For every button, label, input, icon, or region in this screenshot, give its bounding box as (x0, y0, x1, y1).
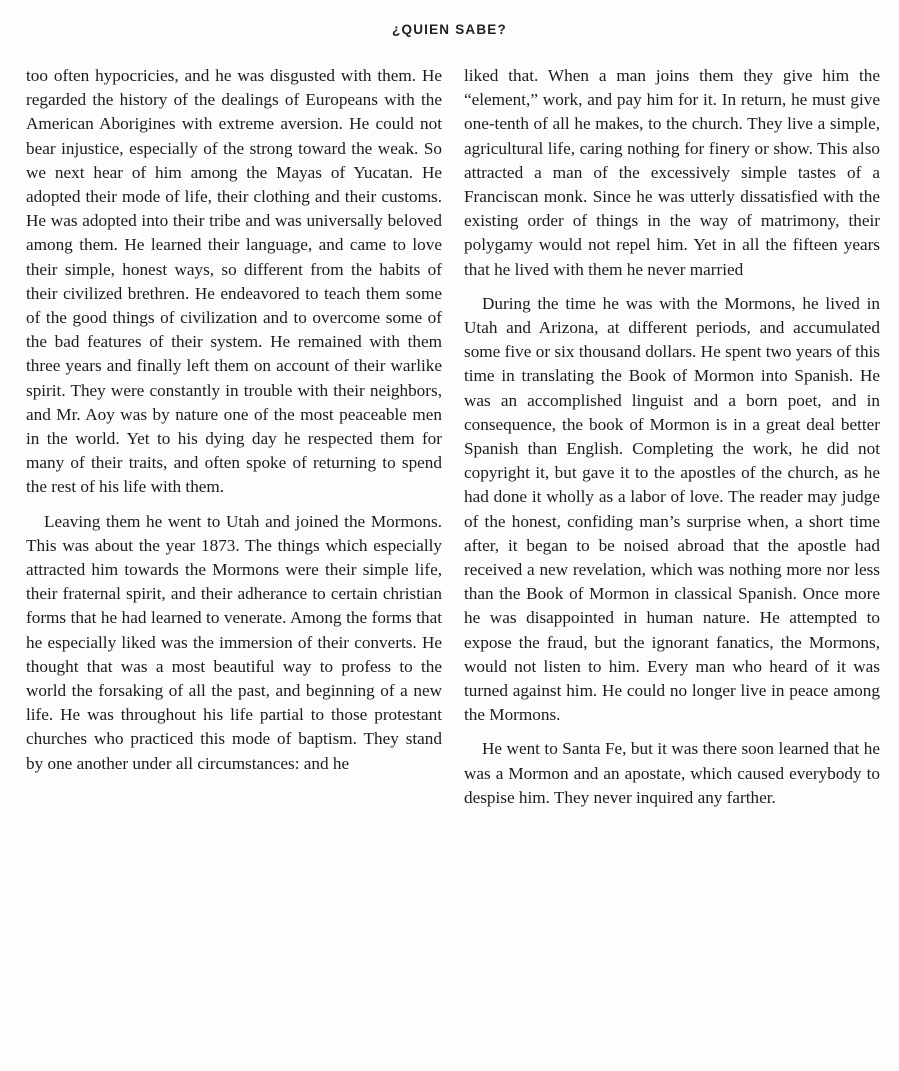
running-header: ¿QUIEN SABE? (392, 22, 507, 37)
right-paragraph-3: He went to Santa Fe, but it was there soon learned that he was a Mormon and an apostate, which caused everybody to despise him. They never inquired any farther. (464, 739, 880, 807)
left-paragraph-1: too often hypocricies, and he was disgusted with them. He regarded the history of the dealings of Europeans with the American Aborigines with extreme aversion. He could not bear injustice, especially of the strong toward the weak. So we next hear of him among the Mayas of Yucatan. He adopted their mode of life, their clothing and their customs. He was adopted into their tribe and was universally beloved among them. He learned their language, and came to love their simple, honest ways, so different from the habits of their civilized brethren. He endeavored to teach them some of the good things of civilization and to overcome some of the bad features of their system. He remained with them three years and finally left them on account of their warlike spirit. They were constantly in trouble with their neighbors, and Mr. Aoy was by nature one of the most peaceable men in the world. Yet to his dying day he respected them for many of their traits, and often spoke of returning to spend the rest of his life with them. (26, 66, 442, 497)
right-paragraph-1: liked that. When a man joins them they give him the “element,” work, and pay him for it. In return, he must give one-tenth of all he makes, to the church. They live a simple, agricultural life, caring nothing for finery or show. This also attracted a man of the excessively simple tastes of a Franciscan monk. Since he was utterly dissatisfied with the existing order of things in the way of matrimony, their polygamy would not repel him. Yet in all the fifteen years that he lived with them he never married (464, 66, 880, 279)
left-paragraph-2: Leaving them he went to Utah and joined the Mormons. This was about the year 1873. The things which especially attracted him towards the Mormons were their simple life, their fraternal spirit, and their adherance to certain christian forms that he had learned to venerate. Among the forms that he especially liked was the immersion of their converts. He thought that was a most beautiful way to profess to the world the forsaking of all the past, and beginning of a new life. He was throughout his life partial to those protestant churches who practiced this mode of baptism. They stand by one another under all circumstances: and he (26, 511, 442, 773)
left-column (26, 64, 442, 786)
right-column (464, 64, 880, 820)
right-paragraph-2: During the time he was with the Mormons, he lived in Utah and Arizona, at different periods, and accumulated some five or six thousand dollars. He spent two years of this time in translating the Book of Mormon into Spanish. He was an accomplished linguist and a born poet, and in consequence, the book of Mormon is in a great deal better Spanish than English. Completing the work, he did not copyright it, but gave it to the apostles of the church, as he had done it wholly as a labor of love. The reader may judge of the honest, confiding man’s surprise when, a short time after, it began to be noised abroad that the apostle had received a new revelation, which was nothing more nor less than the Book of Mormon in classical Spanish. Once more he was disappointed in human nature. He attempted to expose the fraud, but the ignorant fanatics, the Mormons, would not listen to him. Every man who heard of it was turned against him. He could no longer live in peace among the Mormons. (464, 293, 880, 725)
